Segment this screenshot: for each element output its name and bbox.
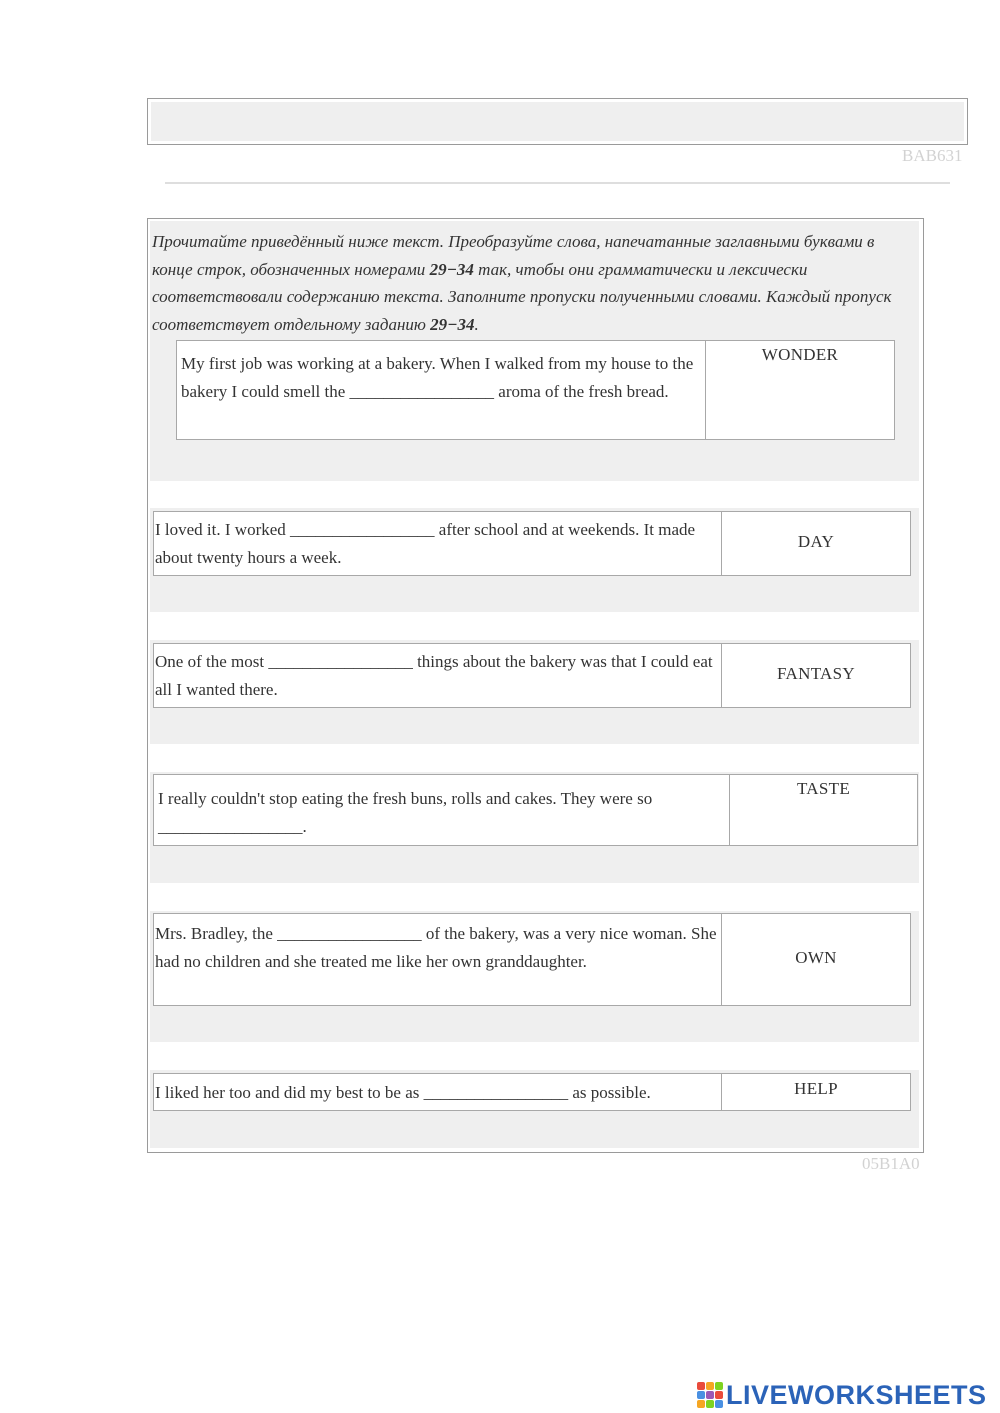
task-text-3: One of the most _________________ things about the bakery was that I could eat all I wanted there. — [154, 644, 722, 707]
task-row-1 — [176, 340, 895, 440]
header-box-fill — [151, 102, 964, 141]
task-word-2: DAY — [797, 532, 835, 551]
instructions-text-1: Прочитайте приведённый ниже текст. Преобразуйте слова, напечатанные заглавными буквами в конце строк, обозначенных номерами — [152, 232, 875, 279]
task-text-6: I liked her too and did my best to be as _________________ as possible. — [154, 1074, 722, 1110]
task-word-5: OWN — [795, 948, 837, 967]
task-row-5 — [153, 913, 911, 1006]
task-word-4: TASTE — [796, 779, 851, 798]
task-text-4: I really couldn't stop eating the fresh buns, rolls and cakes. They were so _________________. — [154, 775, 730, 845]
task-text-2: I loved it. I worked _________________ after school and at weekends. It made about twenty hours a week. — [154, 512, 722, 575]
liveworksheets-logo[interactable] — [697, 1378, 987, 1412]
task-row-3 — [153, 643, 911, 708]
instructions — [152, 228, 914, 338]
logo-text: LIVEWORKSHEETS — [726, 1379, 987, 1410]
task-text-5: Mrs. Bradley, the _________________ of the bakery, was a very nice woman. She had no children and she treated me like her own granddaughter. — [154, 914, 722, 1005]
header-code: BAB631 — [902, 146, 963, 165]
instructions-text-3: . — [474, 314, 479, 334]
task-word-6: HELP — [794, 1079, 838, 1098]
task-text-1: My first job was working at a bakery. When I walked from my house to the bakery I could smell the _________________ aroma of the fresh bread. — [177, 341, 706, 439]
divider — [165, 182, 950, 184]
instructions-range-1: 29−34 — [429, 259, 474, 279]
task-word-3: FANTASY — [777, 664, 855, 683]
instructions-range-2: 29−34 — [430, 314, 475, 334]
task-row-6 — [153, 1073, 911, 1111]
header-box — [147, 98, 968, 145]
task-word-1: WONDER — [761, 345, 839, 364]
task-row-4 — [153, 774, 918, 846]
footer-code: 05B1A0 — [862, 1154, 920, 1173]
logo-mark-icon — [697, 1382, 723, 1408]
instructions-text-2: так, чтобы они грамматически и лексически соответствовали содержанию текста. Заполните пропуски полученными словами. Каждый пропуск соответствует отдельному заданию — [152, 259, 892, 334]
task-row-2 — [153, 511, 911, 576]
